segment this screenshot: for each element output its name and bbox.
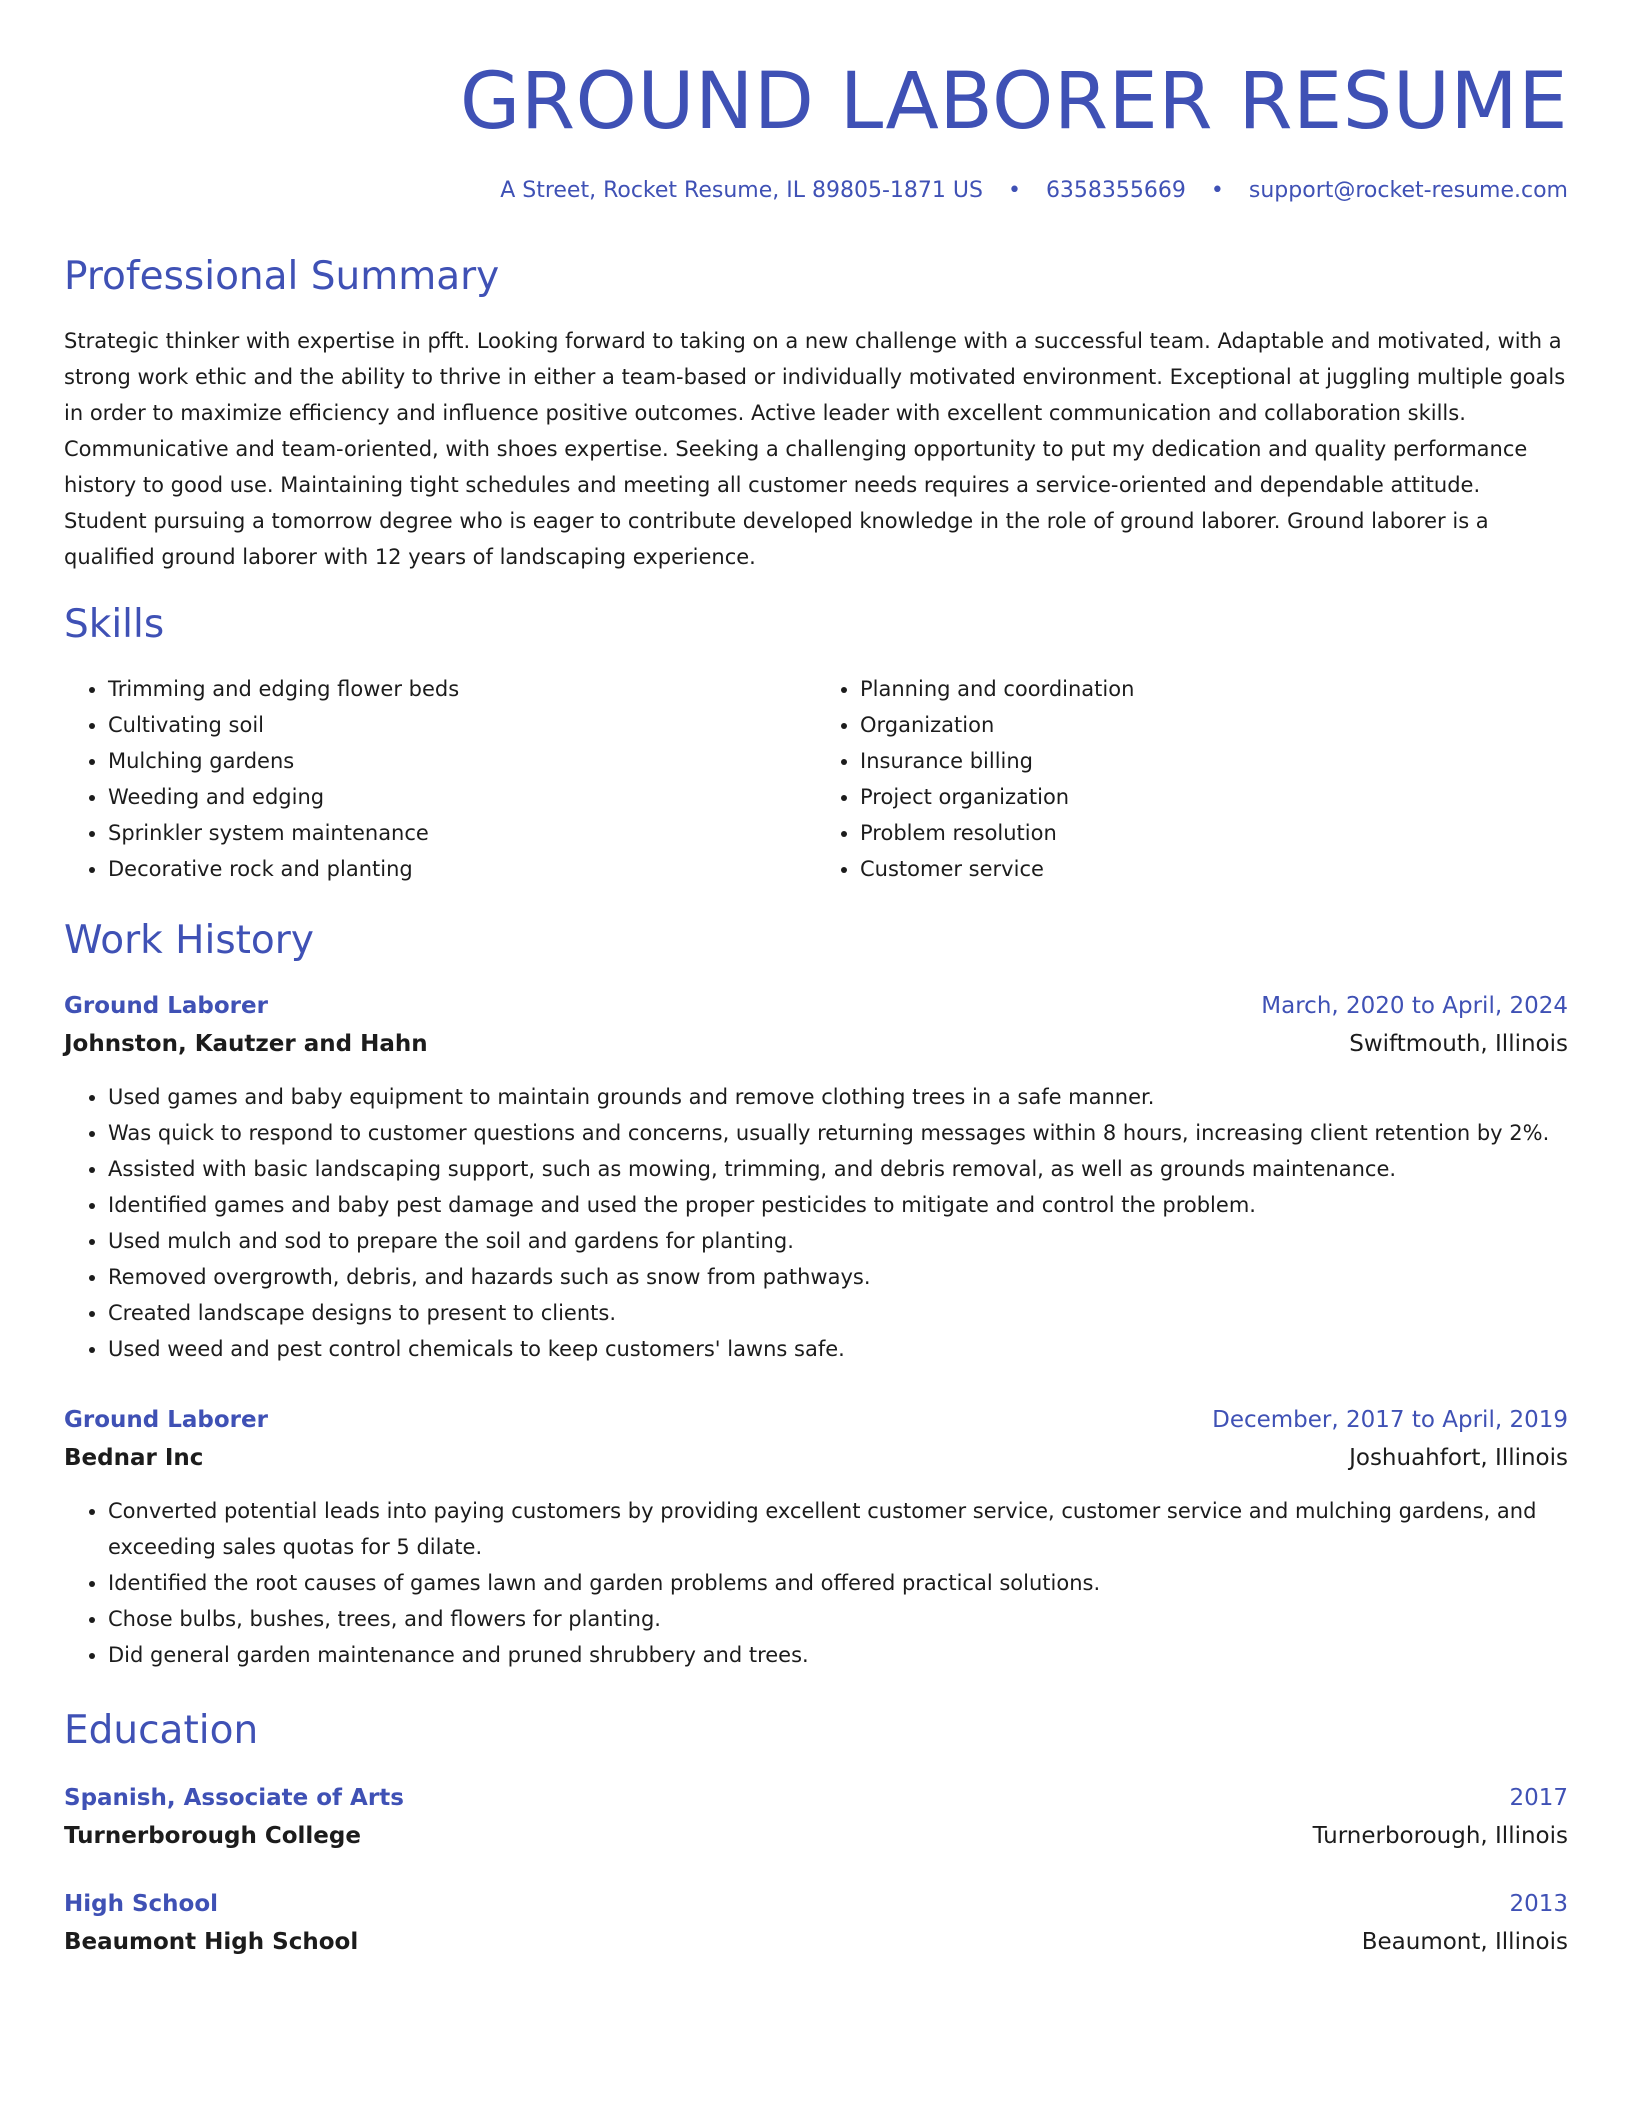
job-company: Bednar Inc — [64, 1445, 204, 1471]
job-entry — [64, 1403, 1568, 1673]
job-title: Ground Laborer — [64, 1407, 268, 1433]
job-bullet: • Assisted with basic landscaping support, such as mowing, trimming, and debris removal, as well as grounds maintenance. — [108, 1151, 1568, 1187]
skill-item: • Decorative rock and planting — [108, 851, 816, 887]
job-bullet: • Used weed and pest control chemicals to keep customers' lawns safe. — [108, 1331, 1568, 1367]
work-history-section — [64, 917, 1568, 1673]
job-dates: March, 2020 to April, 2024 — [1261, 993, 1568, 1019]
job-subheader — [64, 1027, 1568, 1061]
summary-section — [64, 253, 1568, 575]
job-bullet: • Used mulch and sod to prepare the soil and gardens for planting. — [108, 1223, 1568, 1259]
job-header — [64, 1403, 1568, 1437]
skill-item: • Cultivating soil — [108, 707, 816, 743]
skills-left-column — [64, 671, 816, 887]
contact-phone: 6358355669 — [1045, 178, 1186, 203]
job-company: Johnston, Kautzer and Hahn — [64, 1031, 428, 1057]
job-title: Ground Laborer — [64, 993, 268, 1019]
education-subheader — [64, 1819, 1568, 1853]
skill-item: • Customer service — [860, 851, 1568, 887]
education-section — [64, 1707, 1568, 1959]
skills-right-column — [816, 671, 1568, 887]
skill-item: • Planning and coordination — [860, 671, 1568, 707]
skill-item: • Sprinkler system maintenance — [108, 815, 816, 851]
education-school: Beaumont High School — [64, 1929, 359, 1955]
skills-columns — [64, 671, 1568, 887]
job-bullet: • Chose bulbs, bushes, trees, and flowers for planting. — [108, 1601, 1568, 1637]
contact-line — [64, 178, 1568, 203]
contact-email[interactable]: support@rocket-resume.com — [1248, 178, 1568, 203]
education-entry — [64, 1887, 1568, 1959]
education-degree: Spanish, Associate of Arts — [64, 1785, 404, 1811]
skill-item: • Weeding and edging — [108, 779, 816, 815]
contact-separator: • — [1210, 178, 1224, 203]
skill-item: • Trimming and edging flower beds — [108, 671, 816, 707]
education-degree: High School — [64, 1891, 219, 1917]
job-entry — [64, 989, 1568, 1367]
education-subheader — [64, 1925, 1568, 1959]
job-bullet: • Was quick to respond to customer questions and concerns, usually returning messages within 8 hours, increasing client retention by 2%. — [108, 1115, 1568, 1151]
summary-text: Strategic thinker with expertise in pfft. Looking forward to taking on a new challenge with a successful team. Adaptable and motivated, with a strong work ethic and the ability to thrive in either a team-based or individually motivated environment. Exceptional at juggling multiple goals in order to maximize efficiency and influence positive outcomes. Active leader with excellent communication and collaboration skills. Communicative and team-oriented, with shoes expertise. Seeking a challenging opportunity to put my dedication and quality performance history to good use. Maintaining tight schedules and meeting all customer needs requires a service-oriented and dependable attitude. Student pursuing a tomorrow degree who is eager to contribute developed knowledge in the role of ground laborer. Ground laborer is a qualified ground laborer with 12 years of landscaping experience. — [64, 329, 1566, 569]
education-year: 2017 — [1509, 1785, 1568, 1811]
job-subheader — [64, 1441, 1568, 1475]
job-bullet: • Did general garden maintenance and pruned shrubbery and trees. — [108, 1637, 1568, 1673]
education-location: Beaumont, Illinois — [1361, 1929, 1568, 1955]
job-bullets — [64, 1079, 1568, 1367]
job-location: Swiftmouth, Illinois — [1349, 1031, 1568, 1057]
job-bullet: • Used games and baby equipment to maintain grounds and remove clothing trees in a safe manner. — [108, 1079, 1568, 1115]
job-bullets — [64, 1493, 1568, 1673]
contact-address: A Street, Rocket Resume, IL 89805-1871 US — [500, 178, 983, 203]
skill-item: • Project organization — [860, 779, 1568, 815]
education-header — [64, 1781, 1568, 1815]
job-bullet: • Removed overgrowth, debris, and hazards such as snow from pathways. — [108, 1259, 1568, 1295]
job-location: Joshuahfort, Illinois — [1349, 1445, 1568, 1471]
education-heading: Education — [64, 1708, 259, 1753]
job-dates: December, 2017 to April, 2019 — [1212, 1407, 1568, 1433]
education-entry — [64, 1781, 1568, 1853]
job-header — [64, 989, 1568, 1023]
skill-item: • Insurance billing — [860, 743, 1568, 779]
skill-item: • Organization — [860, 707, 1568, 743]
skill-item: • Mulching gardens — [108, 743, 816, 779]
skills-section — [64, 601, 1568, 887]
job-bullet: • Created landscape designs to present to clients. — [108, 1295, 1568, 1331]
work-history-heading: Work History — [64, 918, 314, 963]
job-bullet: • Converted potential leads into paying customers by providing excellent customer service, customer service and mulching gardens, and exceeding sales quotas for 5 dilate. — [108, 1493, 1568, 1565]
resume-title: GROUND LABORER RESUME — [459, 57, 1568, 147]
education-header — [64, 1887, 1568, 1921]
education-year: 2013 — [1509, 1891, 1568, 1917]
skills-heading: Skills — [64, 602, 165, 647]
skill-item: • Problem resolution — [860, 815, 1568, 851]
summary-heading: Professional Summary — [64, 254, 500, 299]
job-bullet: • Identified games and baby pest damage and used the proper pesticides to mitigate and control the problem. — [108, 1187, 1568, 1223]
job-bullet: • Identified the root causes of games lawn and garden problems and offered practical solutions. — [108, 1565, 1568, 1601]
education-school: Turnerborough College — [64, 1823, 361, 1849]
education-location: Turnerborough, Illinois — [1312, 1823, 1568, 1849]
contact-separator: • — [1007, 178, 1021, 203]
